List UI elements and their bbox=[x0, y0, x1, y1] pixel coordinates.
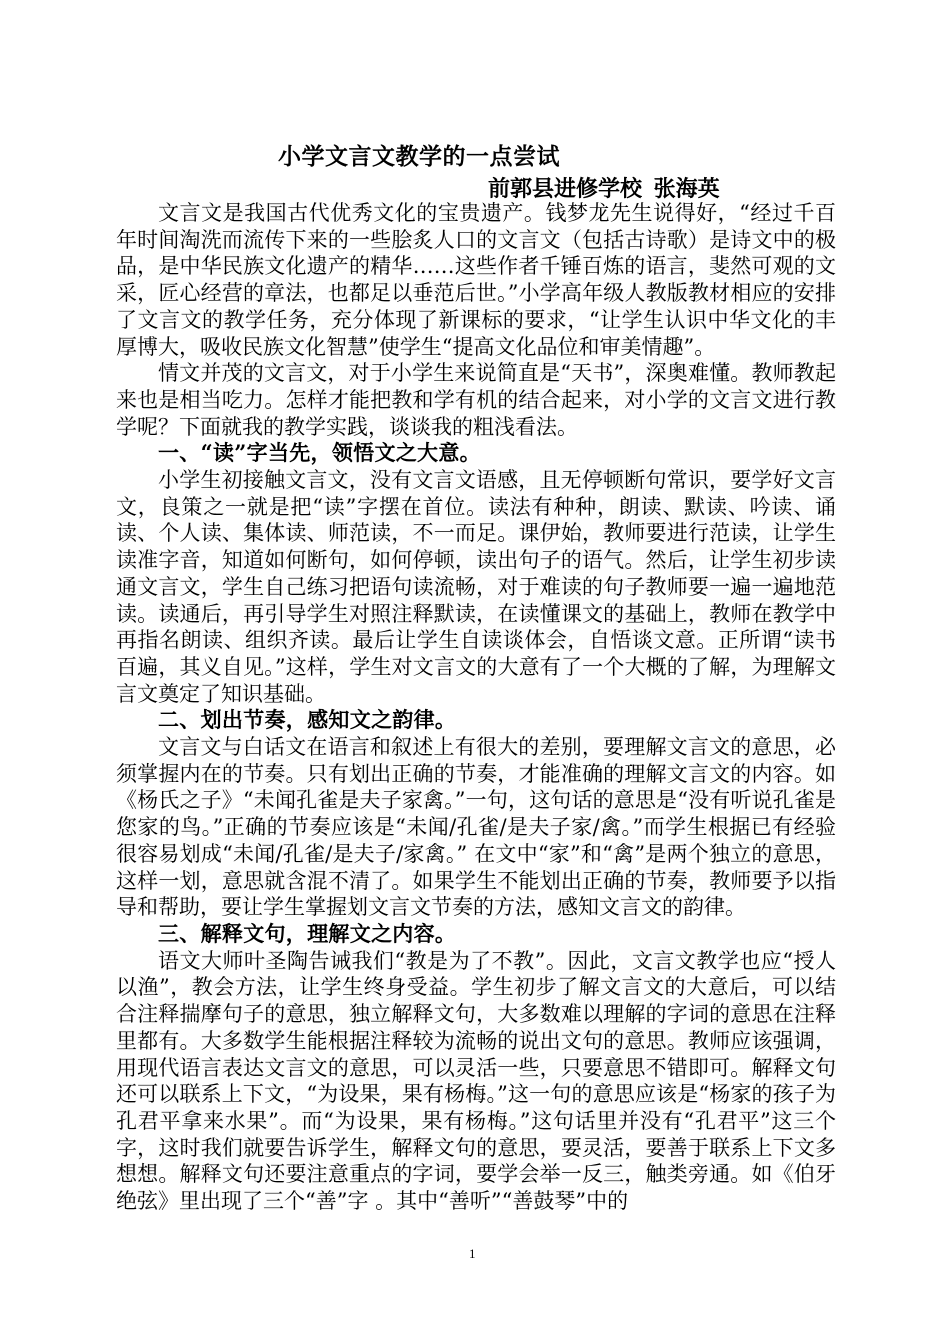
paragraph-intro: 文言文是我国古代优秀文化的宝贵遗产。钱梦龙先生说得好，“经过千百年时间淘洗而流传下来的一些脍炙人口的文言文（包括古诗歌）是诗文中的极品，是中华民族文化遗产的精华……这些作者千锤百炼的语言，斐然可观的文采，匠心经营的章法，也都足以垂范后世。”小学高年级人教版教材相应的安排了文言文的教学任务，充分体现了新课标的要求，“让学生认识中华文化的丰厚博大，吸收民族文化智慧”使学生“提高文化品位和审美情趣”。 bbox=[116, 201, 836, 359]
document-page bbox=[116, 0, 836, 1344]
document-title: 小学文言文教学的一点尝试 bbox=[278, 143, 560, 170]
section-heading-reading: 一、“读”字当先，领悟文之大意。 bbox=[158, 440, 481, 466]
document-body bbox=[116, 200, 836, 1215]
paragraph-question: 情文并茂的文言文，对于小学生来说简直是“天书”，深奥难懂。教师教起来也是相当吃力。怎样才能把教和学有机的结合起来，对小学的文言文进行教学呢？下面就我的教学实践，谈谈我的粗浅看法。 bbox=[116, 361, 836, 439]
paragraph-reading: 小学生初接触文言文，没有文言文语感，且无停顿断句常识，要学好文言文，良策之一就是把“读”字摆在首位。读法有种种，朗读、默读、吟读、诵读、个人读、集体读、师范读，不一而足。课伊始，教师要进行范读，让学生读准字音，知道如何断句，如何停顿，读出句子的语气。然后，让学生初步读通文言文，学生自己练习把语句读流畅，对于难读的句子教师要一遍一遍地范读。读通后，再引导学生对照注释默读，在读懂课文的基础上，教师在教学中再指名朗读、组织齐读。最后让学生自读谈体会，自悟谈文意。正所谓“读书百遍，其义自见。”这样，学生对文言文的大意有了一个大概的了解，为理解文言文奠定了知识基础。 bbox=[116, 468, 836, 706]
paragraph-rhythm: 文言文与白话文在语言和叙述上有很大的差别，要理解文言文的意思，必须掌握内在的节奏。只有划出正确的节奏，才能准确的理解文言文的内容。如《杨氏之子》“未闻孔雀是夫子家禽。”一句，这句话的意思是“没有听说孔雀是您家的鸟。”正确的节奏应该是“未闻/孔雀/是夫子家/禽。”而学生根据已有经验很容易划成“未闻/孔雀/是夫子/家禽。” 在文中“家”和“禽”是两个独立的意思，这样一划，意思就含混不清了。如果学生不能划出正确的节奏，教师要予以指导和帮助，要让学生掌握划文言文节奏的方法，感知文言文的韵律。 bbox=[116, 735, 836, 920]
author-line: 前郭县进修学校 张海英 bbox=[488, 176, 720, 202]
page-number: 1 bbox=[469, 1246, 476, 1261]
section-heading-explain: 三、解释文句，理解文之内容。 bbox=[158, 920, 457, 946]
section-heading-rhythm: 二、划出节奏，感知文之韵律。 bbox=[158, 707, 457, 733]
paragraph-explain: 语文大师叶圣陶告诫我们“教是为了不教”。因此，文言文教学也应“授人以渔”，教会方法，让学生终身受益。学生初步了解文言文的大意后，可以结合注释揣摩句子的意思，独立解释文句，大多数难以理解的字词的意思在注释里都有。大多数学生能根据注释较为流畅的说出文句的意思。教师应该强调，用现代语言表达文言文的意思，可以灵活一些，只要意思不错即可。解释文句还可以联系上下文，“为设果，果有杨梅。”这一句的意思应该是“杨家的孩子为孔君平拿来水果”。而“为设果，果有杨梅。”这句话里并没有“孔君平”这三个字，这时我们就要告诉学生，解释文句的意思，要灵活，要善于联系上下文多想想。解释文句还要注意重点的字词，要学会举一反三，触类旁通。如《伯牙绝弦》里出现了三个“善”字 。其中“善听”“善鼓琴”中的 bbox=[116, 948, 836, 1214]
